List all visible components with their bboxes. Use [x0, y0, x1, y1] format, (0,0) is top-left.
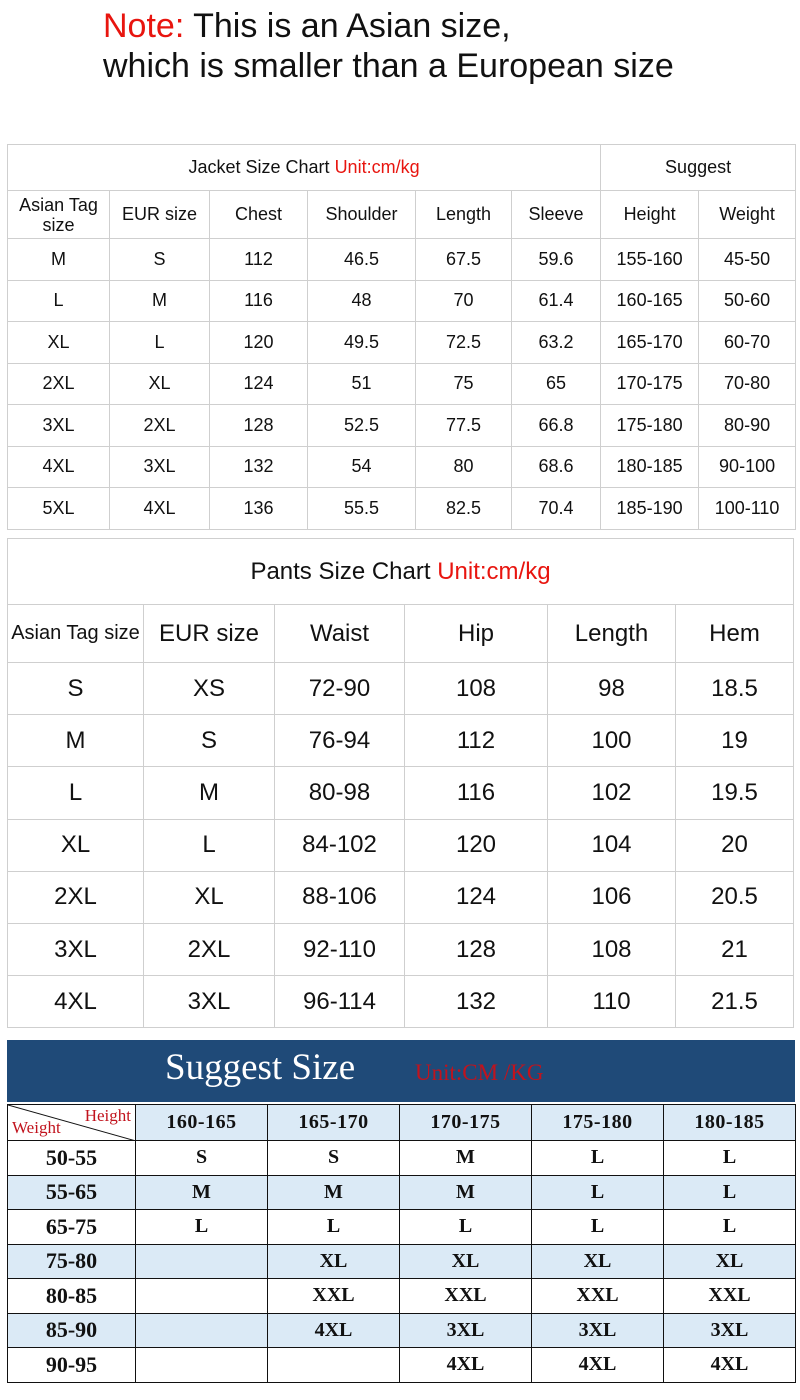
- jacket-cell: 124: [210, 363, 308, 405]
- size-note: [103, 6, 674, 86]
- suggest-size-cell: S: [268, 1141, 400, 1176]
- jacket-row: [8, 446, 796, 488]
- suggest-size-cell: XL: [664, 1244, 796, 1279]
- suggest-size-cell: S: [136, 1141, 268, 1176]
- jacket-header-cell: Length: [416, 191, 512, 239]
- pants-cell: L: [144, 819, 275, 871]
- jacket-cell: 52.5: [308, 405, 416, 447]
- suggest-size-cell: M: [400, 1175, 532, 1210]
- pants-cell: 98: [548, 663, 676, 715]
- jacket-row: [8, 488, 796, 530]
- jacket-cell: 155-160: [601, 239, 699, 281]
- suggest-size-cell: L: [532, 1175, 664, 1210]
- jacket-cell: XL: [110, 363, 210, 405]
- suggest-size-cell: L: [664, 1141, 796, 1176]
- pants-size-chart: [7, 538, 794, 1028]
- jacket-header-cell: Asian Tag size: [8, 191, 110, 239]
- suggest-header-row: [8, 1105, 796, 1141]
- pants-cell: 72-90: [275, 663, 405, 715]
- suggest-size-cell: L: [268, 1210, 400, 1245]
- jacket-cell: 49.5: [308, 322, 416, 364]
- pants-cell: 92-110: [275, 923, 405, 975]
- jacket-title-cell: [8, 145, 601, 191]
- note-text-1: This is an Asian size,: [193, 7, 511, 45]
- suggest-size-cell: 4XL: [664, 1348, 796, 1383]
- pants-cell: 2XL: [144, 923, 275, 975]
- pants-cell: 108: [548, 923, 676, 975]
- jacket-cell: 80: [416, 446, 512, 488]
- pants-header-row: [8, 605, 794, 663]
- suggest-row: [8, 1141, 796, 1176]
- jacket-suggest-label: Suggest: [601, 145, 796, 191]
- jacket-cell: 2XL: [8, 363, 110, 405]
- jacket-cell: 60-70: [699, 322, 796, 364]
- pants-cell: M: [144, 767, 275, 819]
- suggest-unit: Unit:CM /KG: [415, 1060, 544, 1085]
- jacket-row: [8, 239, 796, 281]
- suggest-size-banner: [7, 1040, 795, 1102]
- jacket-cell: 70.4: [512, 488, 601, 530]
- jacket-cell: 70-80: [699, 363, 796, 405]
- suggest-size-cell: 4XL: [532, 1348, 664, 1383]
- jacket-cell: 100-110: [699, 488, 796, 530]
- jacket-row: [8, 280, 796, 322]
- pants-cell: 3XL: [8, 923, 144, 975]
- pants-cell: 108: [405, 663, 548, 715]
- pants-cell: XL: [144, 871, 275, 923]
- jacket-cell: 77.5: [416, 405, 512, 447]
- jacket-cell: 46.5: [308, 239, 416, 281]
- jacket-cell: M: [110, 280, 210, 322]
- jacket-cell: 70: [416, 280, 512, 322]
- jacket-cell: 48: [308, 280, 416, 322]
- pants-cell: 76-94: [275, 715, 405, 767]
- suggest-height-header: 170-175: [400, 1105, 532, 1141]
- pants-row: [8, 819, 794, 871]
- jacket-cell: S: [110, 239, 210, 281]
- pants-cell: 4XL: [8, 976, 144, 1028]
- pants-unit: Unit:cm/kg: [437, 557, 551, 585]
- suggest-size-cell: XXL: [400, 1279, 532, 1314]
- jacket-cell: 160-165: [601, 280, 699, 322]
- pants-cell: 116: [405, 767, 548, 819]
- pants-cell: S: [8, 663, 144, 715]
- pants-row: [8, 871, 794, 923]
- pants-cell: 102: [548, 767, 676, 819]
- suggest-title: Suggest Size: [165, 1047, 356, 1088]
- jacket-header-row: [8, 191, 796, 239]
- suggest-size-cell: [268, 1348, 400, 1383]
- suggest-size-cell: M: [400, 1141, 532, 1176]
- pants-cell: 100: [548, 715, 676, 767]
- suggest-size-cell: [136, 1244, 268, 1279]
- suggest-size-cell: 4XL: [268, 1313, 400, 1348]
- suggest-weight-cell: 80-85: [8, 1279, 136, 1314]
- suggest-size-cell: 4XL: [400, 1348, 532, 1383]
- pants-row: [8, 923, 794, 975]
- suggest-size-cell: XXL: [532, 1279, 664, 1314]
- corner-weight-label: Weight: [12, 1118, 61, 1137]
- pants-cell: 20: [676, 819, 794, 871]
- suggest-size-table: [7, 1104, 796, 1383]
- jacket-cell: 54: [308, 446, 416, 488]
- suggest-size-cell: L: [664, 1175, 796, 1210]
- pants-cell: 84-102: [275, 819, 405, 871]
- jacket-cell: 170-175: [601, 363, 699, 405]
- jacket-cell: 66.8: [512, 405, 601, 447]
- pants-cell: 96-114: [275, 976, 405, 1028]
- pants-cell: 19.5: [676, 767, 794, 819]
- suggest-size-cell: 3XL: [532, 1313, 664, 1348]
- suggest-size-cell: L: [532, 1141, 664, 1176]
- jacket-header-cell: Shoulder: [308, 191, 416, 239]
- jacket-row: [8, 322, 796, 364]
- jacket-header-cell: Weight: [699, 191, 796, 239]
- pants-row: [8, 663, 794, 715]
- jacket-title: Jacket Size Chart: [188, 157, 330, 177]
- pants-cell: L: [8, 767, 144, 819]
- weight-height-corner: [8, 1105, 136, 1141]
- suggest-size-cell: L: [136, 1210, 268, 1245]
- jacket-cell: 67.5: [416, 239, 512, 281]
- suggest-weight-cell: 90-95: [8, 1348, 136, 1383]
- jacket-cell: 51: [308, 363, 416, 405]
- pants-header-cell: EUR size: [144, 605, 275, 663]
- pants-cell: 124: [405, 871, 548, 923]
- suggest-size-cell: M: [268, 1175, 400, 1210]
- suggest-size-cell: XXL: [268, 1279, 400, 1314]
- pants-header-cell: Hip: [405, 605, 548, 663]
- jacket-cell: M: [8, 239, 110, 281]
- jacket-cell: XL: [8, 322, 110, 364]
- jacket-cell: 50-60: [699, 280, 796, 322]
- suggest-weight-cell: 55-65: [8, 1175, 136, 1210]
- corner-height-label: Height: [84, 1106, 131, 1125]
- jacket-cell: 80-90: [699, 405, 796, 447]
- pants-cell: 120: [405, 819, 548, 871]
- suggest-size-cell: [136, 1348, 268, 1383]
- jacket-cell: 116: [210, 280, 308, 322]
- jacket-cell: 165-170: [601, 322, 699, 364]
- suggest-size-cell: M: [136, 1175, 268, 1210]
- suggest-weight-cell: 75-80: [8, 1244, 136, 1279]
- pants-header-cell: Hem: [676, 605, 794, 663]
- jacket-cell: 82.5: [416, 488, 512, 530]
- suggest-size-cell: L: [664, 1210, 796, 1245]
- pants-header-cell: Length: [548, 605, 676, 663]
- suggest-row: [8, 1279, 796, 1314]
- jacket-header-cell: Height: [601, 191, 699, 239]
- jacket-cell: 61.4: [512, 280, 601, 322]
- jacket-cell: 132: [210, 446, 308, 488]
- jacket-cell: 59.6: [512, 239, 601, 281]
- jacket-cell: 68.6: [512, 446, 601, 488]
- jacket-cell: 65: [512, 363, 601, 405]
- pants-cell: 21: [676, 923, 794, 975]
- pants-cell: 80-98: [275, 767, 405, 819]
- jacket-cell: 72.5: [416, 322, 512, 364]
- pants-cell: S: [144, 715, 275, 767]
- jacket-cell: 3XL: [8, 405, 110, 447]
- jacket-cell: 5XL: [8, 488, 110, 530]
- jacket-row: [8, 363, 796, 405]
- jacket-size-chart: [7, 144, 796, 530]
- jacket-cell: 136: [210, 488, 308, 530]
- suggest-size-cell: 3XL: [664, 1313, 796, 1348]
- suggest-weight-cell: 85-90: [8, 1313, 136, 1348]
- suggest-size-cell: L: [400, 1210, 532, 1245]
- pants-row: [8, 976, 794, 1028]
- pants-cell: 2XL: [8, 871, 144, 923]
- pants-cell: XL: [8, 819, 144, 871]
- pants-header-cell: Asian Tag size: [8, 605, 144, 663]
- jacket-cell: 63.2: [512, 322, 601, 364]
- suggest-row: [8, 1313, 796, 1348]
- suggest-row: [8, 1175, 796, 1210]
- jacket-cell: 120: [210, 322, 308, 364]
- pants-cell: 19: [676, 715, 794, 767]
- pants-cell: 128: [405, 923, 548, 975]
- jacket-cell: 112: [210, 239, 308, 281]
- pants-cell: 18.5: [676, 663, 794, 715]
- note-text-2: which is smaller than a European size: [103, 47, 674, 85]
- suggest-weight-cell: 65-75: [8, 1210, 136, 1245]
- suggest-row: [8, 1210, 796, 1245]
- suggest-row: [8, 1244, 796, 1279]
- pants-header-cell: Waist: [275, 605, 405, 663]
- suggest-size-cell: [136, 1279, 268, 1314]
- suggest-height-header: 160-165: [136, 1105, 268, 1141]
- jacket-cell: 4XL: [8, 446, 110, 488]
- jacket-header-cell: Sleeve: [512, 191, 601, 239]
- pants-title-cell: [8, 539, 794, 605]
- suggest-size-cell: XL: [400, 1244, 532, 1279]
- pants-cell: 3XL: [144, 976, 275, 1028]
- jacket-header-cell: Chest: [210, 191, 308, 239]
- pants-row: [8, 715, 794, 767]
- note-line-1: [103, 6, 674, 46]
- jacket-cell: 75: [416, 363, 512, 405]
- jacket-cell: 175-180: [601, 405, 699, 447]
- suggest-height-header: 175-180: [532, 1105, 664, 1141]
- suggest-size-cell: 3XL: [400, 1313, 532, 1348]
- suggest-height-header: 165-170: [268, 1105, 400, 1141]
- pants-cell: 106: [548, 871, 676, 923]
- jacket-cell: 185-190: [601, 488, 699, 530]
- pants-cell: 88-106: [275, 871, 405, 923]
- suggest-weight-cell: 50-55: [8, 1141, 136, 1176]
- pants-row: [8, 767, 794, 819]
- jacket-unit: Unit:cm/kg: [334, 157, 420, 177]
- jacket-cell: 2XL: [110, 405, 210, 447]
- suggest-size-cell: XXL: [664, 1279, 796, 1314]
- suggest-size-cell: XL: [532, 1244, 664, 1279]
- suggest-size-cell: [136, 1313, 268, 1348]
- jacket-cell: 55.5: [308, 488, 416, 530]
- suggest-size-cell: XL: [268, 1244, 400, 1279]
- suggest-height-header: 180-185: [664, 1105, 796, 1141]
- pants-cell: XS: [144, 663, 275, 715]
- jacket-cell: 4XL: [110, 488, 210, 530]
- suggest-row: [8, 1348, 796, 1383]
- jacket-cell: 3XL: [110, 446, 210, 488]
- pants-cell: M: [8, 715, 144, 767]
- jacket-header-cell: EUR size: [110, 191, 210, 239]
- pants-cell: 112: [405, 715, 548, 767]
- jacket-row: [8, 405, 796, 447]
- jacket-cell: 128: [210, 405, 308, 447]
- note-label: Note:: [103, 7, 185, 45]
- jacket-cell: 180-185: [601, 446, 699, 488]
- pants-title: Pants Size Chart: [250, 557, 431, 585]
- pants-cell: 21.5: [676, 976, 794, 1028]
- pants-cell: 132: [405, 976, 548, 1028]
- jacket-cell: 45-50: [699, 239, 796, 281]
- jacket-cell: 90-100: [699, 446, 796, 488]
- pants-cell: 110: [548, 976, 676, 1028]
- suggest-size-cell: L: [532, 1210, 664, 1245]
- jacket-cell: L: [110, 322, 210, 364]
- pants-cell: 104: [548, 819, 676, 871]
- jacket-cell: L: [8, 280, 110, 322]
- pants-cell: 20.5: [676, 871, 794, 923]
